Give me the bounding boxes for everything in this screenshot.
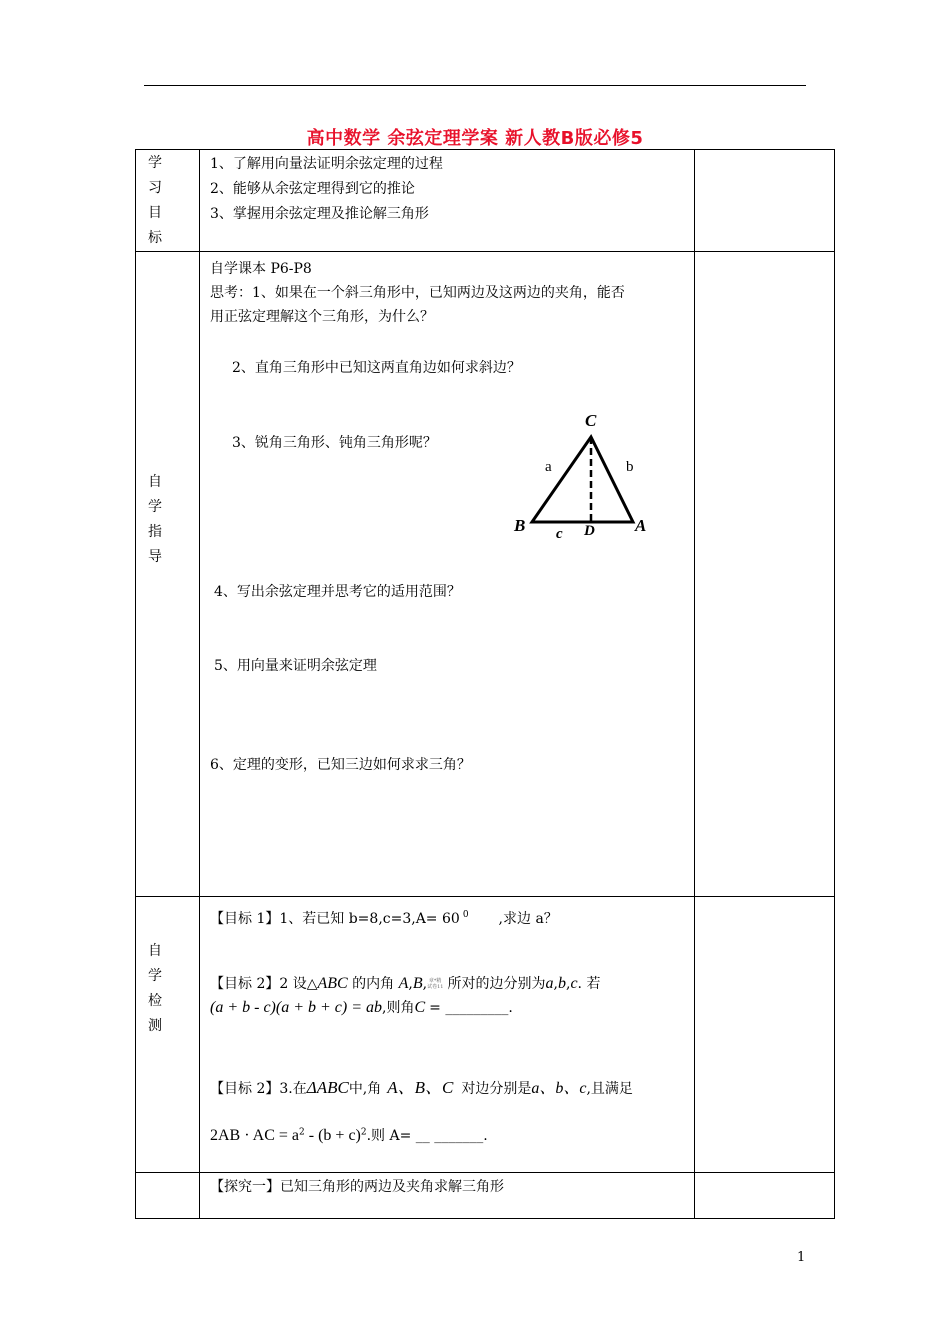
explore-label-cell <box>136 1173 200 1219</box>
angle-a: A <box>398 975 409 992</box>
triangle-outline <box>532 437 633 522</box>
guide-row <box>136 252 835 897</box>
triangle-figure <box>500 404 660 544</box>
vertex-a-label: A <box>635 516 647 535</box>
goals-row <box>136 150 835 252</box>
guide-question-1: 思考：1、如果在一个斜三角形中，已知两边及这两边的夹角，能否 <box>210 285 625 301</box>
study-plan-table <box>135 149 835 1219</box>
problem-3-eq-mid: - (b + c) <box>304 1127 361 1144</box>
page-title: 高中数学 余弦定理学案 新人教B版必修5 <box>306 128 644 149</box>
guide-question-6: 6、定理的变形，已知三边如何求求三角？ <box>210 757 471 773</box>
problem-2-line-2 <box>210 997 513 1017</box>
check-label-cell <box>136 897 200 1173</box>
vertex-c-label: C <box>585 411 597 430</box>
goals-label-char: 目 <box>148 205 162 221</box>
check-label-char: 学 <box>148 968 162 984</box>
problem-2-sides-text: 所对的边分别为 <box>447 976 546 992</box>
problem-2-mid: 的内角 <box>352 976 395 992</box>
problem-3-mid: 中,角 <box>348 1081 382 1097</box>
angles-abc: A、B、C <box>387 1078 454 1097</box>
vertex-b-label: B <box>514 516 526 535</box>
problem-3-lead: 【目标 2】3.在 <box>210 1081 307 1097</box>
eq-superscript-2: 2 <box>360 1127 367 1138</box>
eq-superscript-1: 2 <box>299 1127 305 1138</box>
explore-row <box>136 1173 835 1219</box>
goal-item: 3、掌握用余弦定理及推论解三角形 <box>210 206 429 222</box>
guide-label-char: 学 <box>148 499 162 515</box>
goals-label-cell <box>136 150 200 252</box>
problem-3-line-2 <box>210 1125 488 1145</box>
degree-superscript: 0 <box>462 910 469 921</box>
side-c-label: c <box>556 526 563 542</box>
guide-question-1-cont: 用正弦定理解这个三角形，为什么？ <box>210 309 434 325</box>
angle-c: C <box>414 999 426 1016</box>
problem-1-tail: ,求边 a？ <box>498 911 558 927</box>
problem-2-then: ,则角 <box>382 1000 415 1016</box>
problem-2-equation: (a + b - c)(a + b + c) = ab <box>210 999 383 1016</box>
goal-item: 2、能够从余弦定理得到它的推论 <box>210 181 415 197</box>
delta-abc: ΔABC <box>306 1078 349 1097</box>
watermark-top: 章*精 <box>428 978 442 984</box>
side-a: a <box>545 975 554 992</box>
goals-label-char: 标 <box>148 230 162 246</box>
problem-2-lead: 【目标 2】2 设△ <box>210 976 318 992</box>
explore-notes-cell <box>695 1173 835 1219</box>
triangle-abc: ABC <box>317 975 348 992</box>
explore-content-cell <box>200 1173 695 1219</box>
check-label-char: 自 <box>148 943 162 959</box>
guide-label-char: 自 <box>148 474 162 490</box>
explore-heading: 【探究一】已知三角形的两边及夹角求解三角形 <box>210 1179 504 1195</box>
goals-content-cell <box>200 150 695 252</box>
goals-label-char: 学 <box>148 155 162 171</box>
guide-label-char: 导 <box>148 549 162 565</box>
problem-3-line-1 <box>210 1073 633 1098</box>
check-label-char: 检 <box>148 993 162 1009</box>
foot-d-label: D <box>584 523 595 539</box>
guide-question-3: 3、锐角三角形、钝角三角形呢？ <box>232 435 437 451</box>
problem-2-answer-blank: = _________. <box>429 1000 513 1016</box>
problem-3-tail: ,且满足 <box>586 1081 633 1097</box>
problem-3-answer: .则 A= __ _______. <box>366 1128 488 1144</box>
check-label-char: 测 <box>148 1018 162 1034</box>
guide-question-4: 4、写出余弦定理并思考它的适用范围？ <box>214 584 461 600</box>
header-rule <box>144 85 806 86</box>
angle-b: B <box>412 975 423 992</box>
problem-1-text: 【目标 1】1、若已知 b=8,c=3,A= 60 <box>210 911 460 927</box>
check-notes-cell <box>695 897 835 1173</box>
problem-3-eq-left: 2AB · AC = a <box>210 1127 300 1144</box>
side-b-label: b <box>626 459 634 475</box>
guide-intro: 自学课本 P6-P8 <box>210 261 312 277</box>
goals-label-char: 习 <box>148 180 162 196</box>
goals-notes-cell <box>695 150 835 252</box>
watermark-bottom: 试卷11 <box>427 984 444 990</box>
side-b: b <box>557 975 566 992</box>
problem-3-opposite: 对边分别是 <box>461 1081 532 1097</box>
guide-notes-cell <box>695 252 835 897</box>
guide-label-char: 指 <box>148 524 162 540</box>
problem-2-line-1: 【目标 2】2 设△ABC 的内角 A,B, 章*精 试卷11 所对的边分别为a,b,c. 若 <box>210 975 601 992</box>
problem-1 <box>210 908 558 928</box>
guide-label-cell <box>136 252 200 897</box>
guide-content-cell <box>200 252 695 897</box>
page-number: 1 <box>797 1250 806 1265</box>
problem-2-if: . 若 <box>577 976 601 992</box>
guide-question-5: 5、用向量来证明余弦定理 <box>214 658 377 674</box>
check-row <box>136 897 835 1173</box>
side-c: c <box>570 975 578 992</box>
sides-abc: a、b、c <box>531 1080 587 1097</box>
side-a-label: a <box>545 459 552 475</box>
watermark-stamp <box>427 978 443 990</box>
check-content-cell <box>200 897 695 1173</box>
goal-item: 1、了解用向量法证明余弦定理的过程 <box>210 156 443 172</box>
guide-question-2: 2、直角三角形中已知这两直角边如何求斜边？ <box>232 360 521 376</box>
